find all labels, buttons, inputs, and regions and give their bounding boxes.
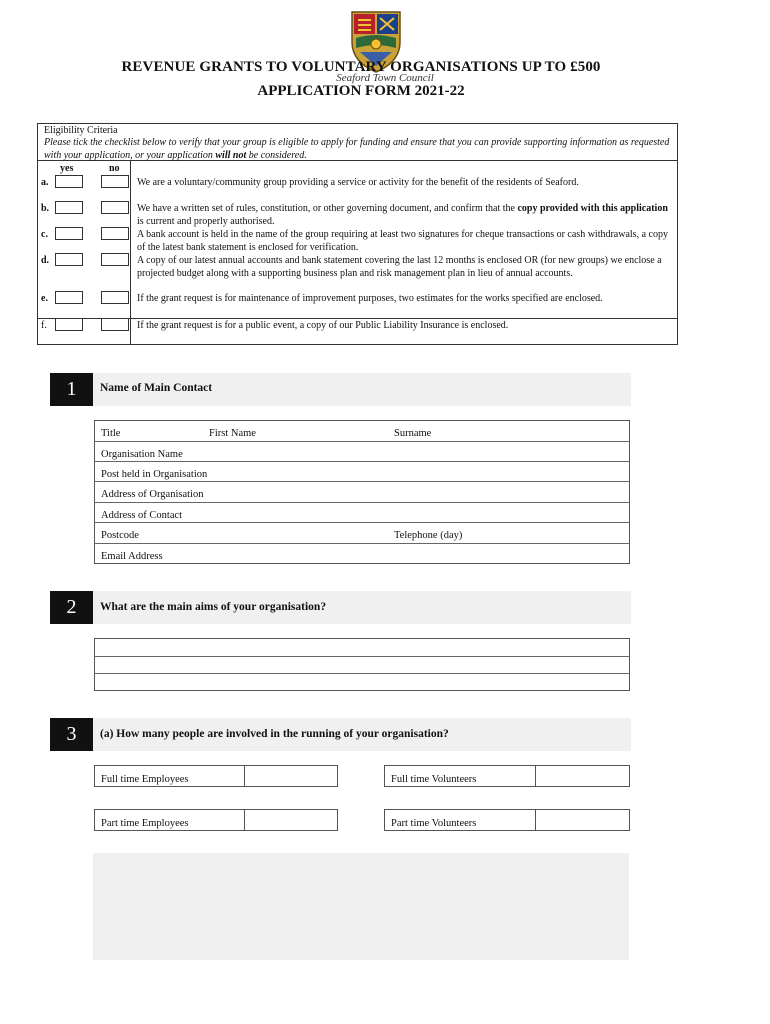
row-divider — [94, 673, 630, 674]
criterion-letter: c. — [41, 229, 48, 240]
row-divider — [94, 502, 630, 503]
full-time-volunteers-label: Full time Volunteers — [391, 774, 477, 785]
criterion-a-text: We are a voluntary/community group providing a service or activity for the benefit of the residents of Seaford. — [137, 177, 579, 188]
criterion-c-text: A bank account is held in the name of the group requiring at least two signatures for cheque transactions or cash withdrawals, a copy of the latest bank statement is enclosed for verification. — [137, 229, 668, 253]
section-number: 1 — [50, 373, 93, 406]
surname-field[interactable]: Surname — [394, 428, 432, 439]
first-name-field[interactable]: First Name — [209, 428, 256, 439]
criterion-letter: d. — [41, 255, 50, 266]
organisation-name-field[interactable]: Organisation Name — [101, 449, 183, 460]
row-divider — [94, 522, 630, 523]
criterion-letter: b. — [41, 203, 50, 214]
contact-address-field[interactable]: Address of Contact — [101, 510, 183, 521]
eligibility-instructions: Please tick the checklist below to verify that your group is eligible to apply for funding and ensure that you can provide supporting information as requested with your application, or your application will not be considered. — [44, 137, 670, 161]
section-title: What are the main aims of your organisation? — [100, 601, 327, 613]
criterion-letter: e. — [41, 293, 48, 304]
section-number: 3 — [50, 718, 93, 751]
no-column-header: no — [109, 163, 120, 174]
row-divider — [94, 461, 630, 462]
section-number: 2 — [50, 591, 93, 624]
aims-answer-box[interactable] — [94, 638, 630, 691]
criterion-f-text: If the grant request is for a public event, a copy of our Public Liability Insurance is enclosed. — [137, 320, 509, 331]
yes-checkbox-b[interactable] — [55, 201, 83, 214]
part-time-volunteers-input[interactable] — [535, 809, 630, 831]
additional-info-box[interactable] — [93, 853, 629, 960]
part-time-employees-label: Part time Employees — [101, 818, 189, 829]
criterion-b-text: We have a written set of rules, constitution, or other governing document, and confirm that the copy provided with this application is current and properly authorised. — [137, 203, 668, 227]
full-time-employees-label: Full time Employees — [101, 774, 189, 785]
no-checkbox-b[interactable] — [101, 201, 129, 214]
no-checkbox-a[interactable] — [101, 175, 129, 188]
full-time-volunteers-input[interactable] — [535, 765, 630, 787]
yes-column-header: yes — [60, 163, 74, 174]
no-checkbox-f[interactable] — [101, 318, 129, 331]
yes-checkbox-f[interactable] — [55, 318, 83, 331]
part-time-volunteers-label: Part time Volunteers — [391, 818, 477, 829]
postcode-field[interactable]: Postcode — [101, 530, 139, 541]
row-divider — [94, 481, 630, 482]
council-name: Seaford Town Council — [336, 72, 434, 84]
criterion-d-text: A copy of our latest annual accounts and bank statement covering the last 12 months is enclosed OR (for new groups) we enclose a projected budget along with a supporting business plan and risk management plan in lieu of annual accounts. — [137, 255, 662, 279]
yes-checkbox-c[interactable] — [55, 227, 83, 240]
criterion-letter: a. — [41, 177, 49, 188]
yes-checkbox-d[interactable] — [55, 253, 83, 266]
no-checkbox-d[interactable] — [101, 253, 129, 266]
section-title: (a) How many people are involved in the running of your organisation? — [100, 728, 449, 740]
criterion-e-text: If the grant request is for maintenance of improvement purposes, two estimates for the works specified are enclosed. — [137, 293, 603, 304]
no-checkbox-c[interactable] — [101, 227, 129, 240]
email-field[interactable]: Email Address — [101, 551, 163, 562]
part-time-employees-input[interactable] — [244, 809, 338, 831]
row-divider — [94, 543, 630, 544]
row-divider — [94, 441, 630, 442]
no-checkbox-e[interactable] — [101, 291, 129, 304]
organisation-address-field[interactable]: Address of Organisation — [101, 489, 204, 500]
telephone-field[interactable]: Telephone (day) — [394, 530, 463, 541]
criterion-letter: f. — [41, 320, 47, 331]
title-field[interactable]: Title — [101, 428, 121, 439]
form-title: REVENUE GRANTS TO VOLUNTARY ORGANISATIONS UP TO £500 — [121, 59, 601, 75]
full-time-employees-input[interactable] — [244, 765, 338, 787]
yes-checkbox-e[interactable] — [55, 291, 83, 304]
post-held-field[interactable]: Post held in Organisation — [101, 469, 208, 480]
yes-checkbox-a[interactable] — [55, 175, 83, 188]
form-subtitle: APPLICATION FORM 2021-22 — [257, 83, 465, 99]
row-divider — [94, 656, 630, 657]
eligibility-title: Eligibility Criteria — [44, 125, 118, 136]
section-title: Name of Main Contact — [100, 382, 213, 394]
